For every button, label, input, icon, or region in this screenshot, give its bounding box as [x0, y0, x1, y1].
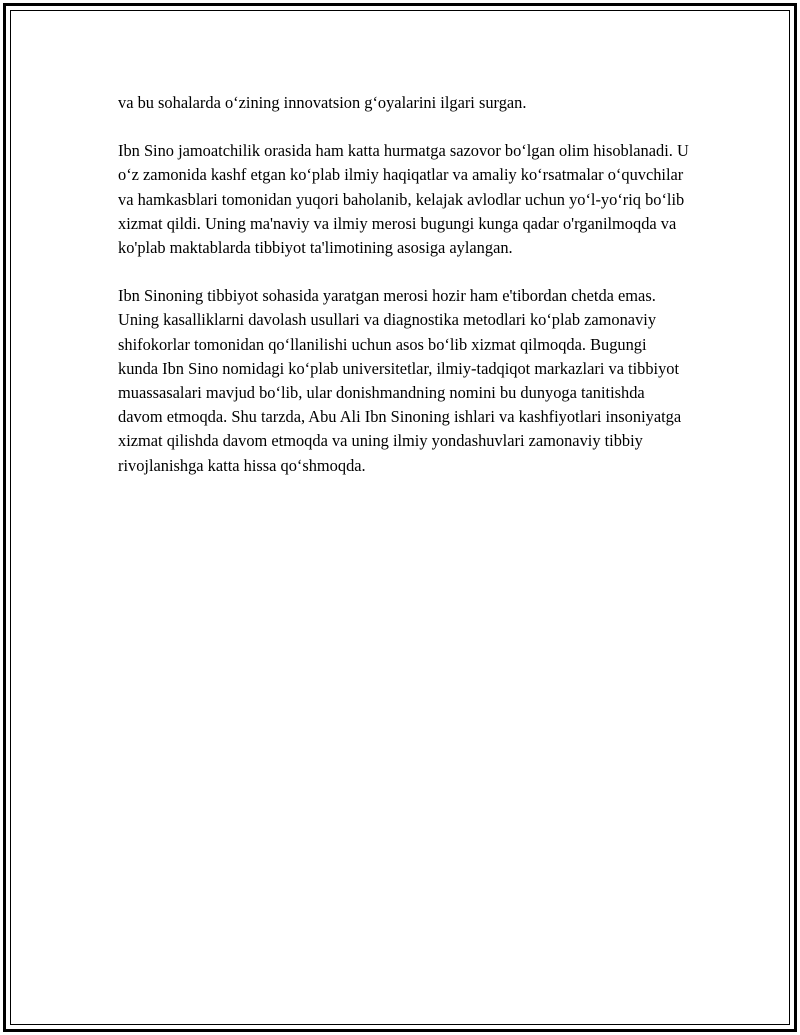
paragraph-continuation: va bu sohalarda oʻzining innovatsion gʻoyalarini ilgari surgan.	[118, 93, 527, 112]
document-body	[118, 91, 690, 478]
paragraph-medical-legacy: Ibn Sinoning tibbiyot sohasida yaratgan merosi hozir ham e'tibordan chetda emas. Uning kasalliklarni davolash usullari va diagnostika metodlari koʻplab zamonaviy shifokorlar tomonidan qoʻllanilishi uchun asos boʻlib xizmat qilmoqda. Bugungi kunda Ibn Sino nomidagi koʻplab universitetlar, ilmiy-tadqiqot markazlari va tibbiyot muassasalari mavjud boʻlib, ular donishmandning nomini bu dunyoga tanitishda davom etmoqda. Shu tarzda, Abu Ali Ibn Sinoning ishlari va kashfiyotlari insoniyatga xizmat qilishda davom etmoqda va uning ilmiy yondashuvlari zamonaviy tibbiy rivojlanishga katta hissa qoʻshmoqda.	[118, 286, 682, 475]
paragraph-public-recognition: Ibn Sino jamoatchilik orasida ham katta hurmatga sazovor boʻlgan olim hisoblanadi. U oʻz zamonida kashf etgan koʻplab ilmiy haqiqatlar va amaliy koʻrsatmalar oʻquvchilar va hamkasblari tomonidan yuqori baholanib, kelajak avlodlar uchun yoʻl-yoʻriq boʻlib xizmat qildi. Uning ma'naviy va ilmiy merosi bugungi kunga qadar o'rganilmoqda va ko'plab maktablarda tibbiyot ta'limotining asosiga aylangan.	[118, 141, 689, 258]
